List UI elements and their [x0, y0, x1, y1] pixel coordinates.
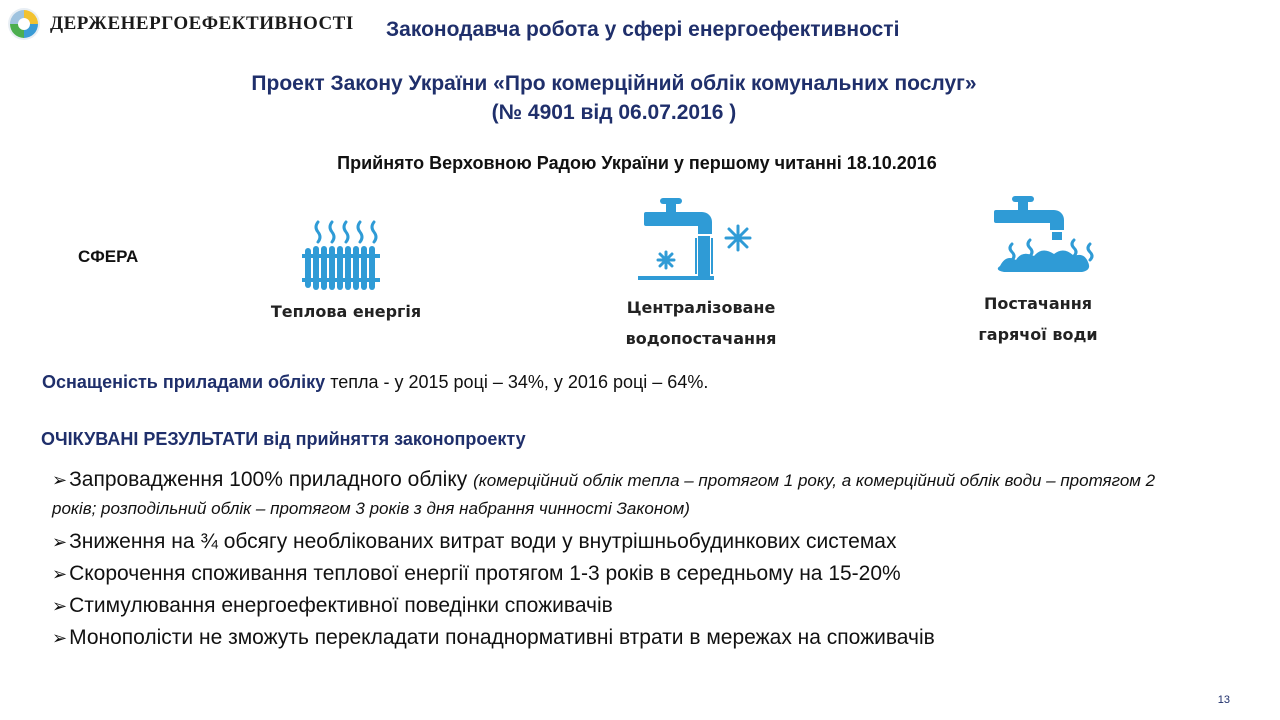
list-item-text: Зниження на ¾ обсягу необлікованих витрат води у внутрішньобудинкових системах	[69, 530, 897, 553]
list-item-note: (комерційний облік тепла – протягом 1 року, а комерційний облік води – протягом 2 років; розподільний облік – протягом 3 років з дня набрання чинності Законом)	[52, 471, 1156, 518]
list-item	[52, 526, 1192, 558]
sphere-item-label-line: Постачання	[983, 294, 1093, 313]
logo-emblem-icon	[6, 6, 42, 42]
sphere-item-hot-water	[950, 288, 1126, 350]
sphere-label: СФЕРА	[78, 247, 139, 266]
page-title: Законодавча робота у сфері енергоефективності	[386, 18, 900, 41]
arrow-bullet-icon: ➢	[52, 564, 68, 584]
hot-water-tap-icon	[990, 196, 1100, 278]
bill-title: Проект Закону України «Про комерційний облік комунальних послуг»	[251, 72, 977, 95]
sphere-item-label: Теплова енергія	[270, 302, 422, 321]
sphere-item-label-line: гарячої води	[978, 325, 1098, 344]
list-item	[52, 466, 1192, 522]
results-list	[52, 466, 1192, 654]
logo	[6, 6, 354, 42]
list-item-text: Запровадження 100% приладного обліку	[69, 468, 474, 491]
list-item	[52, 622, 1192, 654]
list-item-text: Монополісти не зможуть перекладати понаднормативні втрати в мережах на споживачів	[69, 626, 935, 649]
sphere-item-label-line: Централізоване	[626, 298, 776, 317]
list-item-text: Скорочення споживання теплової енергії протягом 1-3 років в середньому на 15-20%	[69, 562, 901, 585]
bill-number: (№ 4901 від 06.07.2016 )	[491, 101, 737, 124]
metering-lead: Оснащеність приладами обліку	[42, 372, 326, 392]
sphere-item-heat	[248, 296, 444, 327]
logo-text: ДЕРЖЕНЕРГОЕФЕКТИВНОСТІ	[50, 13, 354, 34]
list-item	[52, 558, 1192, 590]
adoption-status: Прийнято Верховною Радою України у першому читанні 18.10.2016	[337, 153, 937, 173]
arrow-bullet-icon: ➢	[52, 470, 68, 490]
arrow-bullet-icon: ➢	[52, 532, 68, 552]
sphere-item-label-line: водопостачання	[625, 329, 777, 348]
list-item	[52, 590, 1192, 622]
list-item-text: Стимулювання енергоефективної поведінки споживачів	[69, 594, 613, 617]
cold-water-tap-icon	[638, 198, 758, 282]
page-number: 13	[1217, 694, 1230, 706]
radiator-icon	[302, 214, 382, 292]
metering-statement	[42, 372, 708, 393]
metering-text: тепла - у 2015 році – 34%, у 2016 році – 64%.	[325, 372, 709, 392]
arrow-bullet-icon: ➢	[52, 628, 68, 648]
results-heading: ОЧІКУВАНІ РЕЗУЛЬТАТИ від прийняття законопроекту	[41, 429, 526, 449]
sphere-item-water	[596, 292, 806, 354]
arrow-bullet-icon: ➢	[52, 596, 68, 616]
